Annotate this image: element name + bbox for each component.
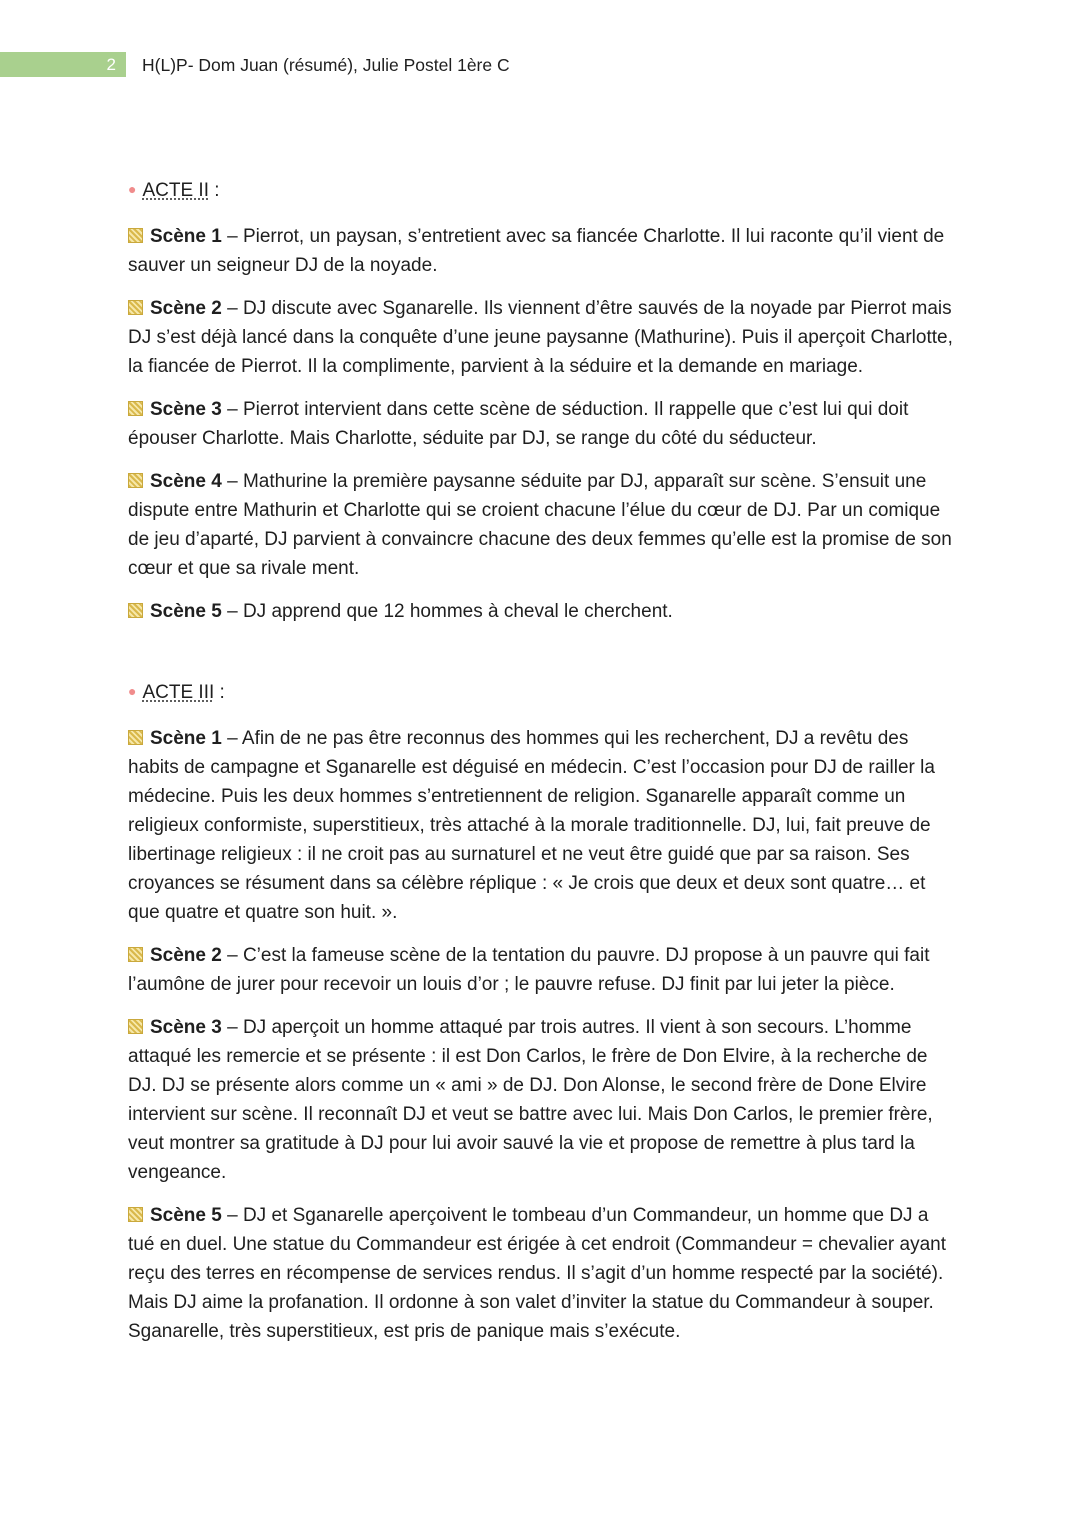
scene-label: Scène 1 xyxy=(150,728,222,749)
scene-paragraph xyxy=(128,724,958,927)
scene-paragraph xyxy=(128,941,958,999)
hatched-square-icon xyxy=(128,228,143,243)
scene-text: – DJ aperçoit un homme attaqué par trois autres. Il vient à son secours. L’homme attaqué les remercie et se présente : il est Don Carlos, le frère de Don Elvire, à la recherche de DJ. DJ se présente alors comme un « ami » de DJ. Don Alonse, le second frère de Done Elvire intervient sur scène. Il reconnaît DJ et veut se battre avec lui. Mais Don Carlos, le premier frère, veut montrer sa gratitude à DJ pour lui avoir sauvé la vie et propose de remettre à plus tard la vengeance. xyxy=(128,1017,933,1183)
page-header xyxy=(0,52,1080,77)
hatched-square-icon xyxy=(128,730,143,745)
scene-paragraph xyxy=(128,467,958,583)
scene-paragraph xyxy=(128,222,958,280)
scene-paragraph xyxy=(128,395,958,453)
document-title: H(L)P- Dom Juan (résumé), Julie Postel 1ère C xyxy=(142,55,510,75)
scene-text: – DJ et Sganarelle aperçoivent le tombeau d’un Commandeur, un homme que DJ a tué en duel. Une statue du Commandeur est érigée à cet endroit (Commandeur = chevalier ayant reçu des terres en récompense de services rendus. Il s’agit d’un homme respecté par la société). Mais DJ aime la profanation. Il ordonne à son valet d’inviter la statue du Commandeur à souper. Sganarelle, très superstitieux, est pris de panique mais s’exécute. xyxy=(128,1205,946,1342)
hatched-square-icon xyxy=(128,401,143,416)
scene-text: – Pierrot, un paysan, s’entretient avec sa fiancée Charlotte. Il lui raconte qu’il vient de sauver un seigneur DJ de la noyade. xyxy=(128,226,945,276)
scene-text: – Mathurine la première paysanne séduite par DJ, apparaît sur scène. S’ensuit une dispute entre Mathurin et Charlotte qui se croient chacune l’élue du cœur de DJ. Par un comique de jeu d’aparté, DJ parvient à convaincre chacune des deux femmes qu’elle est la promise de son cœur et que sa rivale ment. xyxy=(128,471,952,579)
scene-label: Scène 2 xyxy=(150,945,222,966)
act-label: ACTE III xyxy=(142,682,215,703)
act-heading xyxy=(128,176,958,204)
hatched-square-icon xyxy=(128,603,143,618)
act-suffix: : xyxy=(214,682,225,703)
hatched-square-icon xyxy=(128,300,143,315)
scene-paragraph xyxy=(128,1201,958,1346)
scene-label: Scène 1 xyxy=(150,226,222,247)
hatched-square-icon xyxy=(128,473,143,488)
scene-text: – DJ apprend que 12 hommes à cheval le cherchent. xyxy=(221,601,673,622)
document-body xyxy=(128,176,958,1360)
scene-text: – Afin de ne pas être reconnus des hommes qui les recherchent, DJ a revêtu des habits de campagne et Sganarelle est déguisé en médecin. C’est l’occasion pour DJ de railler la médecine. Puis les deux hommes s’entretiennent de religion. Sganarelle apparaît comme un religieux conformiste, superstitieux, très attaché à la morale traditionnelle. DJ, lui, fait preuve de libertinage religieux : il ne croit pas au surnaturel et ne veut être guidé que par sa raison. Ses croyances se résument dans sa célèbre réplique : « Je crois que deux et deux sont quatre… et que quatre et quatre son huit. ». xyxy=(128,728,935,923)
bullet-icon: ● xyxy=(128,181,137,197)
scene-paragraph xyxy=(128,597,958,626)
scene-text: – Pierrot intervient dans cette scène de séduction. Il rappelle que c’est lui qui doit épouser Charlotte. Mais Charlotte, séduite par DJ, se range du côté du séducteur. xyxy=(128,399,909,449)
act-suffix: : xyxy=(208,180,220,201)
scene-paragraph xyxy=(128,294,958,381)
hatched-square-icon xyxy=(128,947,143,962)
scene-label: Scène 3 xyxy=(150,399,222,420)
scene-label: Scène 2 xyxy=(150,298,222,319)
scene-label: Scène 5 xyxy=(150,601,222,622)
act-label: ACTE II xyxy=(142,180,209,201)
scene-text: – DJ discute avec Sganarelle. Ils viennent d’être sauvés de la noyade par Pierrot mais DJ s’est déjà lancé dans la conquête d’une jeune paysanne (Mathurine). Puis il aperçoit Charlotte, la fiancée de Pierrot. Il la complimente, parvient à la séduire et la demande en mariage. xyxy=(128,298,953,377)
act-heading xyxy=(128,678,958,706)
scene-label: Scène 4 xyxy=(150,471,222,492)
scene-label: Scène 3 xyxy=(150,1017,222,1038)
scene-label: Scène 5 xyxy=(150,1205,222,1226)
bullet-icon: ● xyxy=(128,683,137,699)
spacer xyxy=(128,640,958,678)
scene-text: – C’est la fameuse scène de la tentation du pauvre. DJ propose à un pauvre qui fait l’aumône de jurer pour recevoir un louis d’or ; le pauvre refuse. DJ finit par lui jeter la pièce. xyxy=(128,945,930,995)
hatched-square-icon xyxy=(128,1207,143,1222)
hatched-square-icon xyxy=(128,1019,143,1034)
scene-paragraph xyxy=(128,1013,958,1187)
page-number: 2 xyxy=(0,52,126,77)
